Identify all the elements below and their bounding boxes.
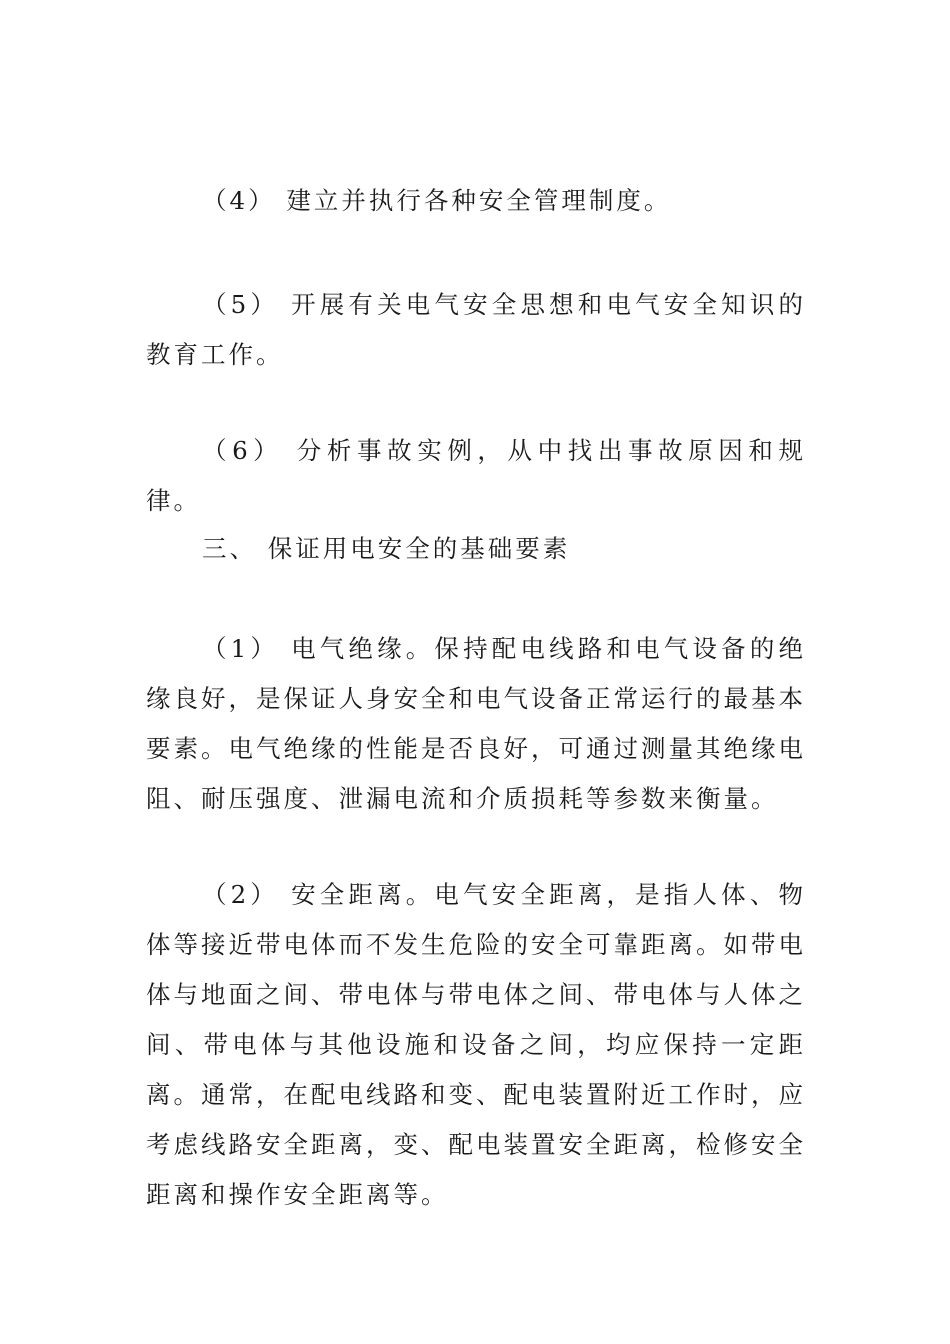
paragraph-item-5: （5） 开展有关电气安全思想和电气安全知识的教育工作。 <box>146 290 806 369</box>
document-page <box>146 0 806 1344</box>
section-heading-3: 三、 保证用电安全的基础要素 <box>202 534 571 563</box>
paragraph-item-4: （4） 建立并执行各种安全管理制度。 <box>202 186 672 215</box>
paragraph-electrical-insulation: （1） 电气绝缘。保持配电线路和电气设备的绝缘良好，是保证人身安全和电气设备正常运行的最基本要素。电气绝缘的性能是否良好，可通过测量其绝缘电阻、耐压强度、泄漏电流和介质损耗等参数来衡量。 <box>146 634 806 813</box>
paragraph-item-6: （6） 分析事故实例，从中找出事故原因和规律。 <box>146 436 806 515</box>
paragraph-safety-distance: （2） 安全距离。电气安全距离，是指人体、物体等接近带电体而不发生危险的安全可靠距离。如带电体与地面之间、带电体与带电体之间、带电体与人体之间、带电体与其他设施和设备之间，均应保持一定距离。通常，在配电线路和变、配电装置附近工作时，应考虑线路安全距离，变、配电装置安全距离，检修安全距离和操作安全距离等。 <box>146 880 806 1209</box>
